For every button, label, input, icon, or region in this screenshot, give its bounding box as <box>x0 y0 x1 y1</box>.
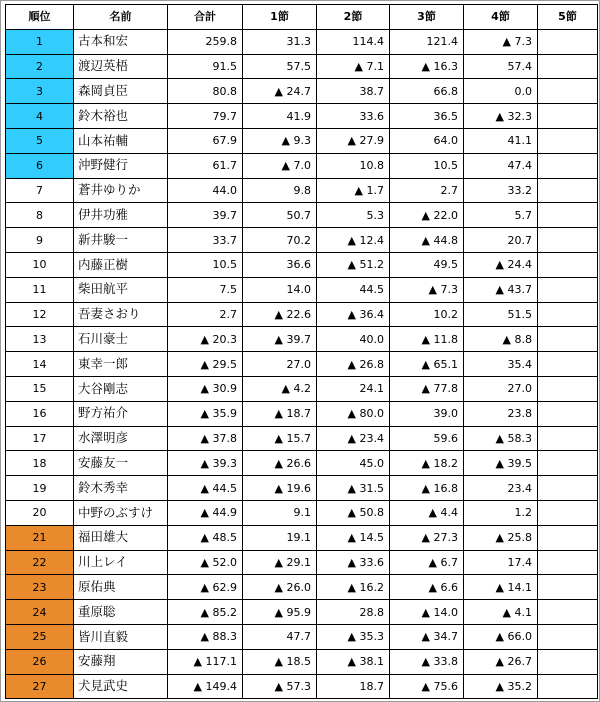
name-cell[interactable]: 安藤友一 <box>74 451 168 476</box>
total-cell[interactable]: ▲ 44.9 <box>168 500 243 525</box>
section-4-cell[interactable]: 35.4 <box>464 352 538 377</box>
section-1-cell[interactable]: 47.7 <box>243 624 317 649</box>
name-cell[interactable]: 野方祐介 <box>74 401 168 426</box>
section-4-cell[interactable]: 1.2 <box>464 500 538 525</box>
rank-cell[interactable]: 27 <box>6 674 74 699</box>
section-5-cell[interactable] <box>538 649 598 674</box>
section-3-cell[interactable]: ▲ 34.7 <box>390 624 464 649</box>
header-total: 合計 <box>168 5 243 30</box>
section-1-cell[interactable]: 41.9 <box>243 104 317 129</box>
name-cell[interactable]: 川上レイ <box>74 550 168 575</box>
section-2-cell[interactable]: 5.3 <box>317 203 390 228</box>
section-1-cell[interactable]: 31.3 <box>243 29 317 54</box>
section-3-cell[interactable]: 66.8 <box>390 79 464 104</box>
section-3-cell[interactable]: 121.4 <box>390 29 464 54</box>
section-2-cell[interactable]: ▲ 23.4 <box>317 426 390 451</box>
total-cell[interactable]: ▲ 39.3 <box>168 451 243 476</box>
section-2-cell[interactable]: 18.7 <box>317 674 390 699</box>
total-cell[interactable]: 67.9 <box>168 128 243 153</box>
section-3-cell[interactable]: 10.5 <box>390 153 464 178</box>
section-4-cell[interactable]: 33.2 <box>464 178 538 203</box>
section-4-cell[interactable]: ▲ 26.7 <box>464 649 538 674</box>
table-row <box>6 252 598 277</box>
section-3-cell[interactable]: ▲ 11.8 <box>390 327 464 352</box>
section-1-cell[interactable]: ▲ 39.7 <box>243 327 317 352</box>
section-4-cell[interactable]: ▲ 39.5 <box>464 451 538 476</box>
total-cell[interactable]: 39.7 <box>168 203 243 228</box>
section-4-cell[interactable]: ▲ 66.0 <box>464 624 538 649</box>
section-2-cell[interactable]: ▲ 31.5 <box>317 476 390 501</box>
table-row <box>6 352 598 377</box>
name-cell[interactable]: 水澤明彦 <box>74 426 168 451</box>
section-3-cell[interactable]: 59.6 <box>390 426 464 451</box>
rank-cell[interactable]: 5 <box>6 128 74 153</box>
name-cell[interactable]: 新井駿一 <box>74 228 168 253</box>
name-cell[interactable]: 安藤翔 <box>74 649 168 674</box>
name-cell[interactable]: 鈴木秀幸 <box>74 476 168 501</box>
total-cell[interactable]: ▲ 149.4 <box>168 674 243 699</box>
rank-cell[interactable]: 18 <box>6 451 74 476</box>
name-cell[interactable]: 石川豪士 <box>74 327 168 352</box>
rank-cell[interactable]: 22 <box>6 550 74 575</box>
section-3-cell[interactable]: ▲ 22.0 <box>390 203 464 228</box>
section-5-cell[interactable] <box>538 376 598 401</box>
section-3-cell[interactable]: 39.0 <box>390 401 464 426</box>
section-4-cell[interactable]: 5.7 <box>464 203 538 228</box>
section-2-cell[interactable]: 38.7 <box>317 79 390 104</box>
section-1-cell[interactable]: ▲ 4.2 <box>243 376 317 401</box>
total-cell[interactable]: 2.7 <box>168 302 243 327</box>
section-1-cell[interactable]: 14.0 <box>243 277 317 302</box>
rank-cell[interactable]: 21 <box>6 525 74 550</box>
total-cell[interactable]: ▲ 35.9 <box>168 401 243 426</box>
rank-cell[interactable]: 8 <box>6 203 74 228</box>
name-cell[interactable]: 渡辺英梧 <box>74 54 168 79</box>
section-5-cell[interactable] <box>538 277 598 302</box>
total-cell[interactable]: 79.7 <box>168 104 243 129</box>
table-row <box>6 401 598 426</box>
table-row <box>6 600 598 625</box>
rank-cell[interactable]: 23 <box>6 575 74 600</box>
rank-cell[interactable]: 17 <box>6 426 74 451</box>
name-cell[interactable]: 鈴木裕也 <box>74 104 168 129</box>
table-row <box>6 79 598 104</box>
section-2-cell[interactable]: ▲ 80.0 <box>317 401 390 426</box>
section-1-cell[interactable]: 9.8 <box>243 178 317 203</box>
section-4-cell[interactable]: ▲ 4.1 <box>464 600 538 625</box>
section-4-cell[interactable]: ▲ 24.4 <box>464 252 538 277</box>
section-5-cell[interactable] <box>538 401 598 426</box>
section-4-cell[interactable]: ▲ 8.8 <box>464 327 538 352</box>
total-cell[interactable]: ▲ 62.9 <box>168 575 243 600</box>
section-4-cell[interactable]: ▲ 32.3 <box>464 104 538 129</box>
section-3-cell[interactable]: 49.5 <box>390 252 464 277</box>
name-cell[interactable]: 伊井功雅 <box>74 203 168 228</box>
section-1-cell[interactable]: ▲ 24.7 <box>243 79 317 104</box>
section-1-cell[interactable]: ▲ 9.3 <box>243 128 317 153</box>
section-5-cell[interactable] <box>538 79 598 104</box>
name-cell[interactable]: 森岡貞臣 <box>74 79 168 104</box>
header-name: 名前 <box>74 5 168 30</box>
table-row <box>6 649 598 674</box>
section-4-cell[interactable]: 23.4 <box>464 476 538 501</box>
section-2-cell[interactable]: ▲ 14.5 <box>317 525 390 550</box>
section-3-cell[interactable]: ▲ 6.6 <box>390 575 464 600</box>
section-5-cell[interactable] <box>538 550 598 575</box>
total-cell[interactable]: 7.5 <box>168 277 243 302</box>
total-cell[interactable]: 80.8 <box>168 79 243 104</box>
name-cell[interactable]: 大谷剛志 <box>74 376 168 401</box>
rank-cell[interactable]: 6 <box>6 153 74 178</box>
section-1-cell[interactable]: 36.6 <box>243 252 317 277</box>
table-row <box>6 550 598 575</box>
section-2-cell[interactable]: ▲ 1.7 <box>317 178 390 203</box>
section-3-cell[interactable]: ▲ 65.1 <box>390 352 464 377</box>
table-row <box>6 128 598 153</box>
total-cell[interactable]: ▲ 44.5 <box>168 476 243 501</box>
name-cell[interactable]: 中野のぶすけ <box>74 500 168 525</box>
section-3-cell[interactable]: ▲ 44.8 <box>390 228 464 253</box>
section-3-cell[interactable]: ▲ 33.8 <box>390 649 464 674</box>
section-3-cell[interactable]: 2.7 <box>390 178 464 203</box>
rank-cell[interactable]: 16 <box>6 401 74 426</box>
table-row <box>6 624 598 649</box>
section-5-cell[interactable] <box>538 624 598 649</box>
section-2-cell[interactable]: ▲ 36.4 <box>317 302 390 327</box>
section-1-cell[interactable]: ▲ 22.6 <box>243 302 317 327</box>
section-3-cell[interactable]: ▲ 77.8 <box>390 376 464 401</box>
section-4-cell[interactable]: ▲ 7.3 <box>464 29 538 54</box>
section-3-cell[interactable]: ▲ 6.7 <box>390 550 464 575</box>
name-cell[interactable]: 内藤正樹 <box>74 252 168 277</box>
section-2-cell[interactable]: ▲ 12.4 <box>317 228 390 253</box>
table-row <box>6 54 598 79</box>
name-cell[interactable]: 吾妻さおり <box>74 302 168 327</box>
total-cell[interactable]: ▲ 85.2 <box>168 600 243 625</box>
table-row <box>6 302 598 327</box>
section-5-cell[interactable] <box>538 104 598 129</box>
section-2-cell[interactable]: 44.5 <box>317 277 390 302</box>
rank-cell[interactable]: 2 <box>6 54 74 79</box>
section-1-cell[interactable]: ▲ 19.6 <box>243 476 317 501</box>
table-row <box>6 277 598 302</box>
section-1-cell[interactable]: 50.7 <box>243 203 317 228</box>
section-3-cell[interactable]: ▲ 75.6 <box>390 674 464 699</box>
table-row <box>6 476 598 501</box>
section-1-cell[interactable]: ▲ 26.0 <box>243 575 317 600</box>
name-cell[interactable]: 原佑典 <box>74 575 168 600</box>
total-cell[interactable]: 259.8 <box>168 29 243 54</box>
section-1-cell[interactable]: 70.2 <box>243 228 317 253</box>
section-4-cell[interactable]: 17.4 <box>464 550 538 575</box>
table-row <box>6 674 598 699</box>
total-cell[interactable]: ▲ 88.3 <box>168 624 243 649</box>
section-2-cell[interactable]: ▲ 35.3 <box>317 624 390 649</box>
section-5-cell[interactable] <box>538 128 598 153</box>
total-cell[interactable]: ▲ 20.3 <box>168 327 243 352</box>
section-1-cell[interactable]: ▲ 57.3 <box>243 674 317 699</box>
table-row <box>6 228 598 253</box>
table-row <box>6 153 598 178</box>
section-4-cell[interactable]: ▲ 43.7 <box>464 277 538 302</box>
section-2-cell[interactable]: 33.6 <box>317 104 390 129</box>
name-cell[interactable]: 沖野健行 <box>74 153 168 178</box>
section-5-cell[interactable] <box>538 228 598 253</box>
section-2-cell[interactable]: ▲ 50.8 <box>317 500 390 525</box>
table-row <box>6 376 598 401</box>
section-4-cell[interactable]: 47.4 <box>464 153 538 178</box>
total-cell[interactable]: 10.5 <box>168 252 243 277</box>
section-5-cell[interactable] <box>538 575 598 600</box>
section-4-cell[interactable]: 41.1 <box>464 128 538 153</box>
section-2-cell[interactable]: 28.8 <box>317 600 390 625</box>
section-1-cell[interactable]: ▲ 7.0 <box>243 153 317 178</box>
section-5-cell[interactable] <box>538 525 598 550</box>
section-1-cell[interactable]: ▲ 95.9 <box>243 600 317 625</box>
header-rank: 順位 <box>6 5 74 30</box>
rank-cell[interactable]: 15 <box>6 376 74 401</box>
section-1-cell[interactable]: 19.1 <box>243 525 317 550</box>
section-3-cell[interactable]: 36.5 <box>390 104 464 129</box>
section-2-cell[interactable]: ▲ 27.9 <box>317 128 390 153</box>
section-4-cell[interactable]: 0.0 <box>464 79 538 104</box>
section-3-cell[interactable]: 64.0 <box>390 128 464 153</box>
section-3-cell[interactable]: ▲ 14.0 <box>390 600 464 625</box>
section-4-cell[interactable]: 23.8 <box>464 401 538 426</box>
section-5-cell[interactable] <box>538 600 598 625</box>
section-4-cell[interactable]: ▲ 14.1 <box>464 575 538 600</box>
section-5-cell[interactable] <box>538 29 598 54</box>
table-row <box>6 203 598 228</box>
name-cell[interactable]: 福田雄大 <box>74 525 168 550</box>
total-cell[interactable]: 61.7 <box>168 153 243 178</box>
section-5-cell[interactable] <box>538 426 598 451</box>
table-row <box>6 178 598 203</box>
section-2-cell[interactable]: 114.4 <box>317 29 390 54</box>
section-5-cell[interactable] <box>538 352 598 377</box>
section-2-cell[interactable]: 45.0 <box>317 451 390 476</box>
table-row <box>6 525 598 550</box>
total-cell[interactable]: ▲ 52.0 <box>168 550 243 575</box>
header-section-3: 3節 <box>390 5 464 30</box>
section-1-cell[interactable]: ▲ 26.6 <box>243 451 317 476</box>
section-4-cell[interactable]: 27.0 <box>464 376 538 401</box>
name-cell[interactable]: 重原聡 <box>74 600 168 625</box>
section-3-cell[interactable]: 10.2 <box>390 302 464 327</box>
section-3-cell[interactable]: ▲ 16.3 <box>390 54 464 79</box>
rank-cell[interactable]: 20 <box>6 500 74 525</box>
name-cell[interactable]: 皆川直毅 <box>74 624 168 649</box>
table-row <box>6 426 598 451</box>
name-cell[interactable]: 犬見武史 <box>74 674 168 699</box>
rank-cell[interactable]: 10 <box>6 252 74 277</box>
rank-cell[interactable]: 4 <box>6 104 74 129</box>
section-5-cell[interactable] <box>538 203 598 228</box>
section-1-cell[interactable]: 27.0 <box>243 352 317 377</box>
rank-cell[interactable]: 19 <box>6 476 74 501</box>
section-1-cell[interactable]: 9.1 <box>243 500 317 525</box>
total-cell[interactable]: ▲ 29.5 <box>168 352 243 377</box>
rank-cell[interactable]: 26 <box>6 649 74 674</box>
table-row <box>6 500 598 525</box>
section-2-cell[interactable]: 10.8 <box>317 153 390 178</box>
table-row <box>6 104 598 129</box>
section-2-cell[interactable]: ▲ 51.2 <box>317 252 390 277</box>
rank-cell[interactable]: 14 <box>6 352 74 377</box>
section-5-cell[interactable] <box>538 178 598 203</box>
section-5-cell[interactable] <box>538 252 598 277</box>
total-cell[interactable]: 91.5 <box>168 54 243 79</box>
rank-cell[interactable]: 1 <box>6 29 74 54</box>
rank-cell[interactable]: 12 <box>6 302 74 327</box>
total-cell[interactable]: ▲ 117.1 <box>168 649 243 674</box>
section-3-cell[interactable]: ▲ 18.2 <box>390 451 464 476</box>
rank-cell[interactable]: 11 <box>6 277 74 302</box>
rank-cell[interactable]: 24 <box>6 600 74 625</box>
section-3-cell[interactable]: ▲ 27.3 <box>390 525 464 550</box>
section-3-cell[interactable]: ▲ 16.8 <box>390 476 464 501</box>
name-cell[interactable]: 東幸一郎 <box>74 352 168 377</box>
section-4-cell[interactable]: 57.4 <box>464 54 538 79</box>
section-4-cell[interactable]: ▲ 25.8 <box>464 525 538 550</box>
section-2-cell[interactable]: ▲ 26.8 <box>317 352 390 377</box>
table-row <box>6 327 598 352</box>
section-2-cell[interactable]: 40.0 <box>317 327 390 352</box>
total-cell[interactable]: 44.0 <box>168 178 243 203</box>
section-1-cell[interactable]: ▲ 18.7 <box>243 401 317 426</box>
section-5-cell[interactable] <box>538 153 598 178</box>
section-5-cell[interactable] <box>538 327 598 352</box>
section-1-cell[interactable]: 57.5 <box>243 54 317 79</box>
section-3-cell[interactable]: ▲ 4.4 <box>390 500 464 525</box>
header-section-2: 2節 <box>317 5 390 30</box>
section-5-cell[interactable] <box>538 674 598 699</box>
total-cell[interactable]: ▲ 37.8 <box>168 426 243 451</box>
table-body <box>6 29 598 699</box>
section-4-cell[interactable]: 51.5 <box>464 302 538 327</box>
rank-cell[interactable]: 13 <box>6 327 74 352</box>
header-row <box>6 5 598 30</box>
section-5-cell[interactable] <box>538 476 598 501</box>
name-cell[interactable]: 蒼井ゆりか <box>74 178 168 203</box>
section-5-cell[interactable] <box>538 302 598 327</box>
section-4-cell[interactable]: ▲ 35.2 <box>464 674 538 699</box>
name-cell[interactable]: 山本祐輔 <box>74 128 168 153</box>
section-2-cell[interactable]: ▲ 38.1 <box>317 649 390 674</box>
table-row <box>6 29 598 54</box>
header-section-5: 5節 <box>538 5 598 30</box>
section-2-cell[interactable]: 24.1 <box>317 376 390 401</box>
table-row <box>6 575 598 600</box>
header-section-4: 4節 <box>464 5 538 30</box>
total-cell[interactable]: ▲ 48.5 <box>168 525 243 550</box>
rank-cell[interactable]: 7 <box>6 178 74 203</box>
section-3-cell[interactable]: ▲ 7.3 <box>390 277 464 302</box>
section-5-cell[interactable] <box>538 54 598 79</box>
section-5-cell[interactable] <box>538 451 598 476</box>
standings-table <box>5 4 598 699</box>
section-2-cell[interactable]: ▲ 16.2 <box>317 575 390 600</box>
table-row <box>6 451 598 476</box>
section-2-cell[interactable]: ▲ 33.6 <box>317 550 390 575</box>
section-2-cell[interactable]: ▲ 7.1 <box>317 54 390 79</box>
rank-cell[interactable]: 9 <box>6 228 74 253</box>
name-cell[interactable]: 古本和宏 <box>74 29 168 54</box>
section-4-cell[interactable]: ▲ 58.3 <box>464 426 538 451</box>
name-cell[interactable]: 柴田航平 <box>74 277 168 302</box>
total-cell[interactable]: 33.7 <box>168 228 243 253</box>
rank-cell[interactable]: 3 <box>6 79 74 104</box>
rank-cell[interactable]: 25 <box>6 624 74 649</box>
section-1-cell[interactable]: ▲ 18.5 <box>243 649 317 674</box>
section-1-cell[interactable]: ▲ 29.1 <box>243 550 317 575</box>
section-4-cell[interactable]: 20.7 <box>464 228 538 253</box>
header-section-1: 1節 <box>243 5 317 30</box>
section-5-cell[interactable] <box>538 500 598 525</box>
section-1-cell[interactable]: ▲ 15.7 <box>243 426 317 451</box>
total-cell[interactable]: ▲ 30.9 <box>168 376 243 401</box>
